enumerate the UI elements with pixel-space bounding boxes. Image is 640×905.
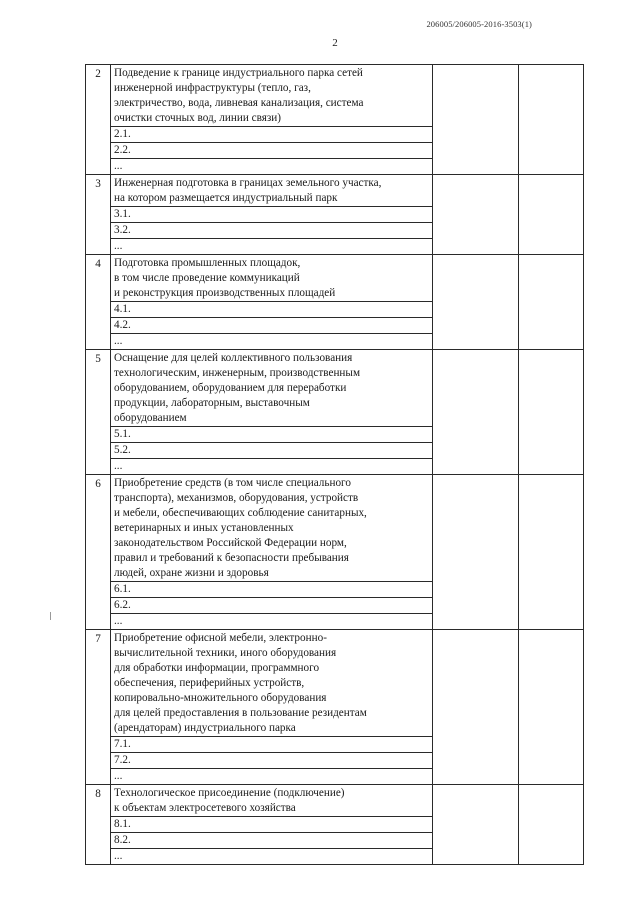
section-title-line: электричество, вода, ливневая канализация, система	[114, 97, 364, 109]
section-title-line: в том числе проведение коммуникаций	[114, 272, 300, 284]
section-row	[86, 350, 584, 427]
section-row	[86, 785, 584, 817]
section-title-line: копировально-множительного оборудования	[114, 692, 327, 704]
section-title-line: к объектам электросетевого хозяйства	[114, 802, 296, 814]
sub-item-label: 3.2.	[111, 223, 433, 239]
value-cell-a	[433, 630, 519, 785]
value-cell-b	[519, 175, 584, 255]
section-number: 8	[86, 785, 111, 865]
section-title-line: и реконструкция производственных площадей	[114, 287, 336, 299]
section-number: 3	[86, 175, 111, 255]
sub-item-label: 4.2.	[111, 318, 433, 334]
value-cell-b	[519, 350, 584, 475]
scan-mark	[50, 612, 51, 620]
sub-item-label: 2.1.	[111, 127, 433, 143]
section-title-line: (арендаторам) индустриального парка	[114, 722, 296, 734]
section-number: 6	[86, 475, 111, 630]
cost-items-table	[85, 64, 584, 865]
section-title-line: продукции, лабораторным, выставочным	[114, 397, 310, 409]
section-row	[86, 175, 584, 207]
section-title-line: для целей предоставления в пользование резидентам	[114, 707, 367, 719]
value-cell-a	[433, 475, 519, 630]
sub-item-label: 6.1.	[111, 582, 433, 598]
section-number: 7	[86, 630, 111, 785]
document-id: 206005/206005-2016-3503(1)	[426, 19, 532, 29]
section-title-line: вычислительной техники, иного оборудования	[114, 647, 337, 659]
section-title-line: Приобретение офисной мебели, электронно-	[114, 632, 327, 644]
section-title-line: и мебели, обеспечивающих соблюдение санитарных,	[114, 507, 367, 519]
section-title	[111, 350, 433, 427]
section-title-line: оборудованием	[114, 412, 187, 424]
sub-item-label: 4.1.	[111, 302, 433, 318]
section-title	[111, 175, 433, 207]
sub-item-label: 7.1.	[111, 737, 433, 753]
section-title-line: технологическим, инженерным, производственным	[114, 367, 361, 379]
ellipsis-label: ...	[111, 159, 433, 175]
section-title-line: очистки сточных вод, линии связи)	[114, 112, 281, 124]
sub-item-label: 5.1.	[111, 427, 433, 443]
value-cell-b	[519, 785, 584, 865]
ellipsis-label: ...	[111, 769, 433, 785]
section-title-line: на котором размещается индустриальный парк	[114, 192, 338, 204]
section-title-line: законодательством Российской Федерации норм,	[114, 537, 347, 549]
value-cell-b	[519, 255, 584, 350]
section-title-line: инженерной инфраструктуры (тепло, газ,	[114, 82, 311, 94]
section-number: 5	[86, 350, 111, 475]
section-row	[86, 475, 584, 582]
ellipsis-label: ...	[111, 459, 433, 475]
section-title-line: Подготовка промышленных площадок,	[114, 257, 301, 269]
section-number: 2	[86, 65, 111, 175]
value-cell-a	[433, 255, 519, 350]
value-cell-b	[519, 65, 584, 175]
section-title-line: Приобретение средств (в том числе специального	[114, 477, 351, 489]
section-row	[86, 630, 584, 737]
value-cell-a	[433, 785, 519, 865]
section-title-line: правил и требований к безопасности пребывания	[114, 552, 349, 564]
section-title	[111, 255, 433, 302]
section-title-line: транспорта), механизмов, оборудования, устройств	[114, 492, 359, 504]
section-title	[111, 475, 433, 582]
sub-item-label: 8.2.	[111, 833, 433, 849]
section-title	[111, 785, 433, 817]
ellipsis-label: ...	[111, 239, 433, 255]
value-cell-a	[433, 175, 519, 255]
section-title-line: Технологическое присоединение (подключение)	[114, 787, 345, 799]
ellipsis-label: ...	[111, 614, 433, 630]
section-row	[86, 255, 584, 302]
section-title-line: Подведение к границе индустриального парка сетей	[114, 67, 363, 79]
value-cell-b	[519, 475, 584, 630]
section-title-line: Оснащение для целей коллективного пользования	[114, 352, 353, 364]
ellipsis-label: ...	[111, 849, 433, 865]
section-title-line: ветеринарных и иных установленных	[114, 522, 294, 534]
sub-item-label: 8.1.	[111, 817, 433, 833]
section-title-line: Инженерная подготовка в границах земельного участка,	[114, 177, 382, 189]
value-cell-a	[433, 65, 519, 175]
value-cell-a	[433, 350, 519, 475]
section-number: 4	[86, 255, 111, 350]
section-title	[111, 65, 433, 127]
section-title-line: для обработки информации, программного	[114, 662, 320, 674]
section-title	[111, 630, 433, 737]
sub-item-label: 7.2.	[111, 753, 433, 769]
section-title-line: людей, охране жизни и здоровья	[114, 567, 269, 579]
sub-item-label: 3.1.	[111, 207, 433, 223]
sub-item-label: 2.2.	[111, 143, 433, 159]
section-title-line: обеспечения, периферийных устройств,	[114, 677, 305, 689]
section-row	[86, 65, 584, 127]
sub-item-label: 5.2.	[111, 443, 433, 459]
section-title-line: оборудованием, оборудованием для переработки	[114, 382, 347, 394]
page-number: 2	[332, 37, 338, 49]
sub-item-label: 6.2.	[111, 598, 433, 614]
ellipsis-label: ...	[111, 334, 433, 350]
value-cell-b	[519, 630, 584, 785]
